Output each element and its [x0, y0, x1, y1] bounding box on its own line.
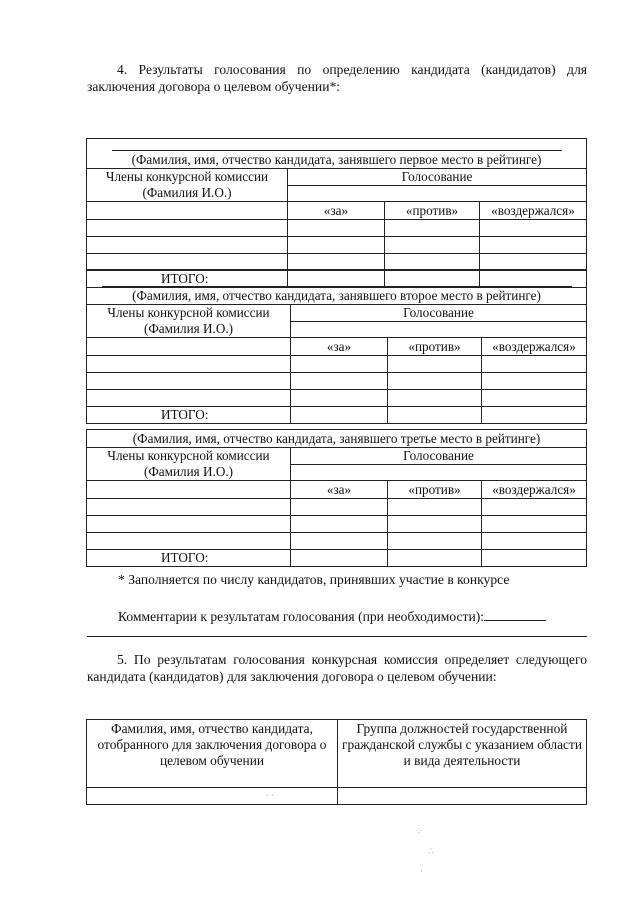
members-header: Члены конкурсной комиссии (Фамилия И.О.) [87, 305, 291, 338]
voting-table-second-place [86, 269, 587, 424]
member-cell[interactable] [87, 532, 291, 549]
voting-header-blank [291, 464, 587, 480]
members-header: Члены конкурсной комиссии (Фамилия И.О.) [87, 448, 291, 481]
vote-cell[interactable] [388, 355, 482, 372]
candidate-name-cell[interactable] [87, 270, 587, 305]
total-cell[interactable] [482, 549, 587, 566]
vote-cell[interactable] [480, 219, 587, 236]
member-cell[interactable] [87, 355, 291, 372]
total-cell[interactable] [291, 549, 388, 566]
col-position-group: Группа должностей государственной гражданской службы с указанием области и вида деятельности [338, 720, 587, 788]
vote-cell[interactable] [480, 253, 587, 270]
col-abstained: «воздержался» [482, 480, 587, 498]
vote-cell[interactable] [482, 498, 587, 515]
vote-cell[interactable] [288, 253, 385, 270]
member-cell[interactable] [87, 372, 291, 389]
voting-header: Голосование [291, 305, 587, 322]
vote-cell[interactable] [482, 389, 587, 406]
total-cell[interactable] [388, 549, 482, 566]
total-cell[interactable] [388, 406, 482, 423]
members-header: Члены конкурсной комиссии (Фамилия И.О.) [87, 169, 288, 202]
col-for: «за» [291, 480, 388, 498]
col-for: «за» [288, 201, 385, 219]
vote-cell[interactable] [388, 515, 482, 532]
candidate-caption: (Фамилия, имя, отчество кандидата, занявшего третье место в рейтинге) [132, 430, 541, 446]
member-cell[interactable] [87, 515, 291, 532]
col-against: «против» [385, 201, 480, 219]
total-cell[interactable] [291, 406, 388, 423]
voting-header: Голосование [288, 169, 587, 186]
vote-cell[interactable] [388, 372, 482, 389]
vote-cell[interactable] [385, 253, 480, 270]
section-4-paragraph: 4. Результаты голосования по определению кандидата (кандидатов) для заключения договора о целевом обучении*: [87, 62, 587, 94]
selected-candidate-table [86, 719, 587, 805]
member-cell[interactable] [87, 201, 288, 219]
comments-continuation-line[interactable] [87, 636, 587, 637]
candidate-caption: (Фамилия, имя, отчество кандидата, занявшего второе место в рейтинге) [132, 287, 541, 303]
member-cell[interactable] [87, 480, 291, 498]
vote-cell[interactable] [388, 498, 482, 515]
vote-cell[interactable] [388, 532, 482, 549]
voting-table-third-place [86, 429, 587, 567]
scan-speck: ∴ [428, 846, 434, 856]
total-label: ИТОГО: [87, 270, 288, 287]
col-for: «за» [291, 337, 388, 355]
scan-speck: · · [266, 790, 275, 800]
voting-table-first-place [86, 138, 587, 288]
voting-header: Голосование [291, 448, 587, 465]
vote-cell[interactable] [291, 515, 388, 532]
vote-cell[interactable] [482, 532, 587, 549]
comments-label: Комментарии к результатам голосования (при необходимости): [118, 609, 485, 624]
candidate-name-cell[interactable] [87, 139, 587, 169]
total-cell[interactable] [482, 406, 587, 423]
voting-header-blank [288, 185, 587, 201]
position-group-cell[interactable] [338, 788, 587, 805]
comments-input[interactable] [484, 609, 546, 621]
vote-cell[interactable] [288, 219, 385, 236]
member-cell[interactable] [87, 498, 291, 515]
member-cell[interactable] [87, 219, 288, 236]
candidate-caption: (Фамилия, имя, отчество кандидата, занявшего первое место в рейтинге) [131, 151, 542, 167]
vote-cell[interactable] [388, 389, 482, 406]
member-cell[interactable] [87, 389, 291, 406]
voting-header-blank [291, 321, 587, 337]
vote-cell[interactable] [291, 355, 388, 372]
candidate-name-cell[interactable] [87, 430, 587, 448]
candidate-name-cell[interactable] [87, 788, 338, 805]
vote-cell[interactable] [291, 532, 388, 549]
total-label: ИТОГО: [87, 406, 291, 423]
col-candidate-name: Фамилия, имя, отчество кандидата, отобранного для заключения договора о целевом обучении [87, 720, 338, 788]
vote-cell[interactable] [482, 355, 587, 372]
comments-line [118, 609, 588, 626]
vote-cell[interactable] [482, 515, 587, 532]
vote-cell[interactable] [385, 236, 480, 253]
footnote: * Заполняется по числу кандидатов, принявших участие в конкурсе [118, 572, 510, 587]
scan-speck: ⁘ [415, 826, 423, 836]
vote-cell[interactable] [291, 498, 388, 515]
member-cell[interactable] [87, 236, 288, 253]
total-label: ИТОГО: [87, 549, 291, 566]
vote-cell[interactable] [482, 372, 587, 389]
member-cell[interactable] [87, 337, 291, 355]
vote-cell[interactable] [480, 236, 587, 253]
vote-cell[interactable] [385, 219, 480, 236]
col-against: «против» [388, 337, 482, 355]
vote-cell[interactable] [291, 389, 388, 406]
col-against: «против» [388, 480, 482, 498]
section-5-paragraph: 5. По результатам голосования конкурсная комиссия определяет следующего кандидата (кандидатов) для заключения договора о целевом обучении: [87, 652, 587, 684]
scan-speck: · [420, 866, 423, 876]
col-abstained: «воздержался» [480, 201, 587, 219]
col-abstained: «воздержался» [482, 337, 587, 355]
vote-cell[interactable] [288, 236, 385, 253]
member-cell[interactable] [87, 253, 288, 270]
vote-cell[interactable] [291, 372, 388, 389]
